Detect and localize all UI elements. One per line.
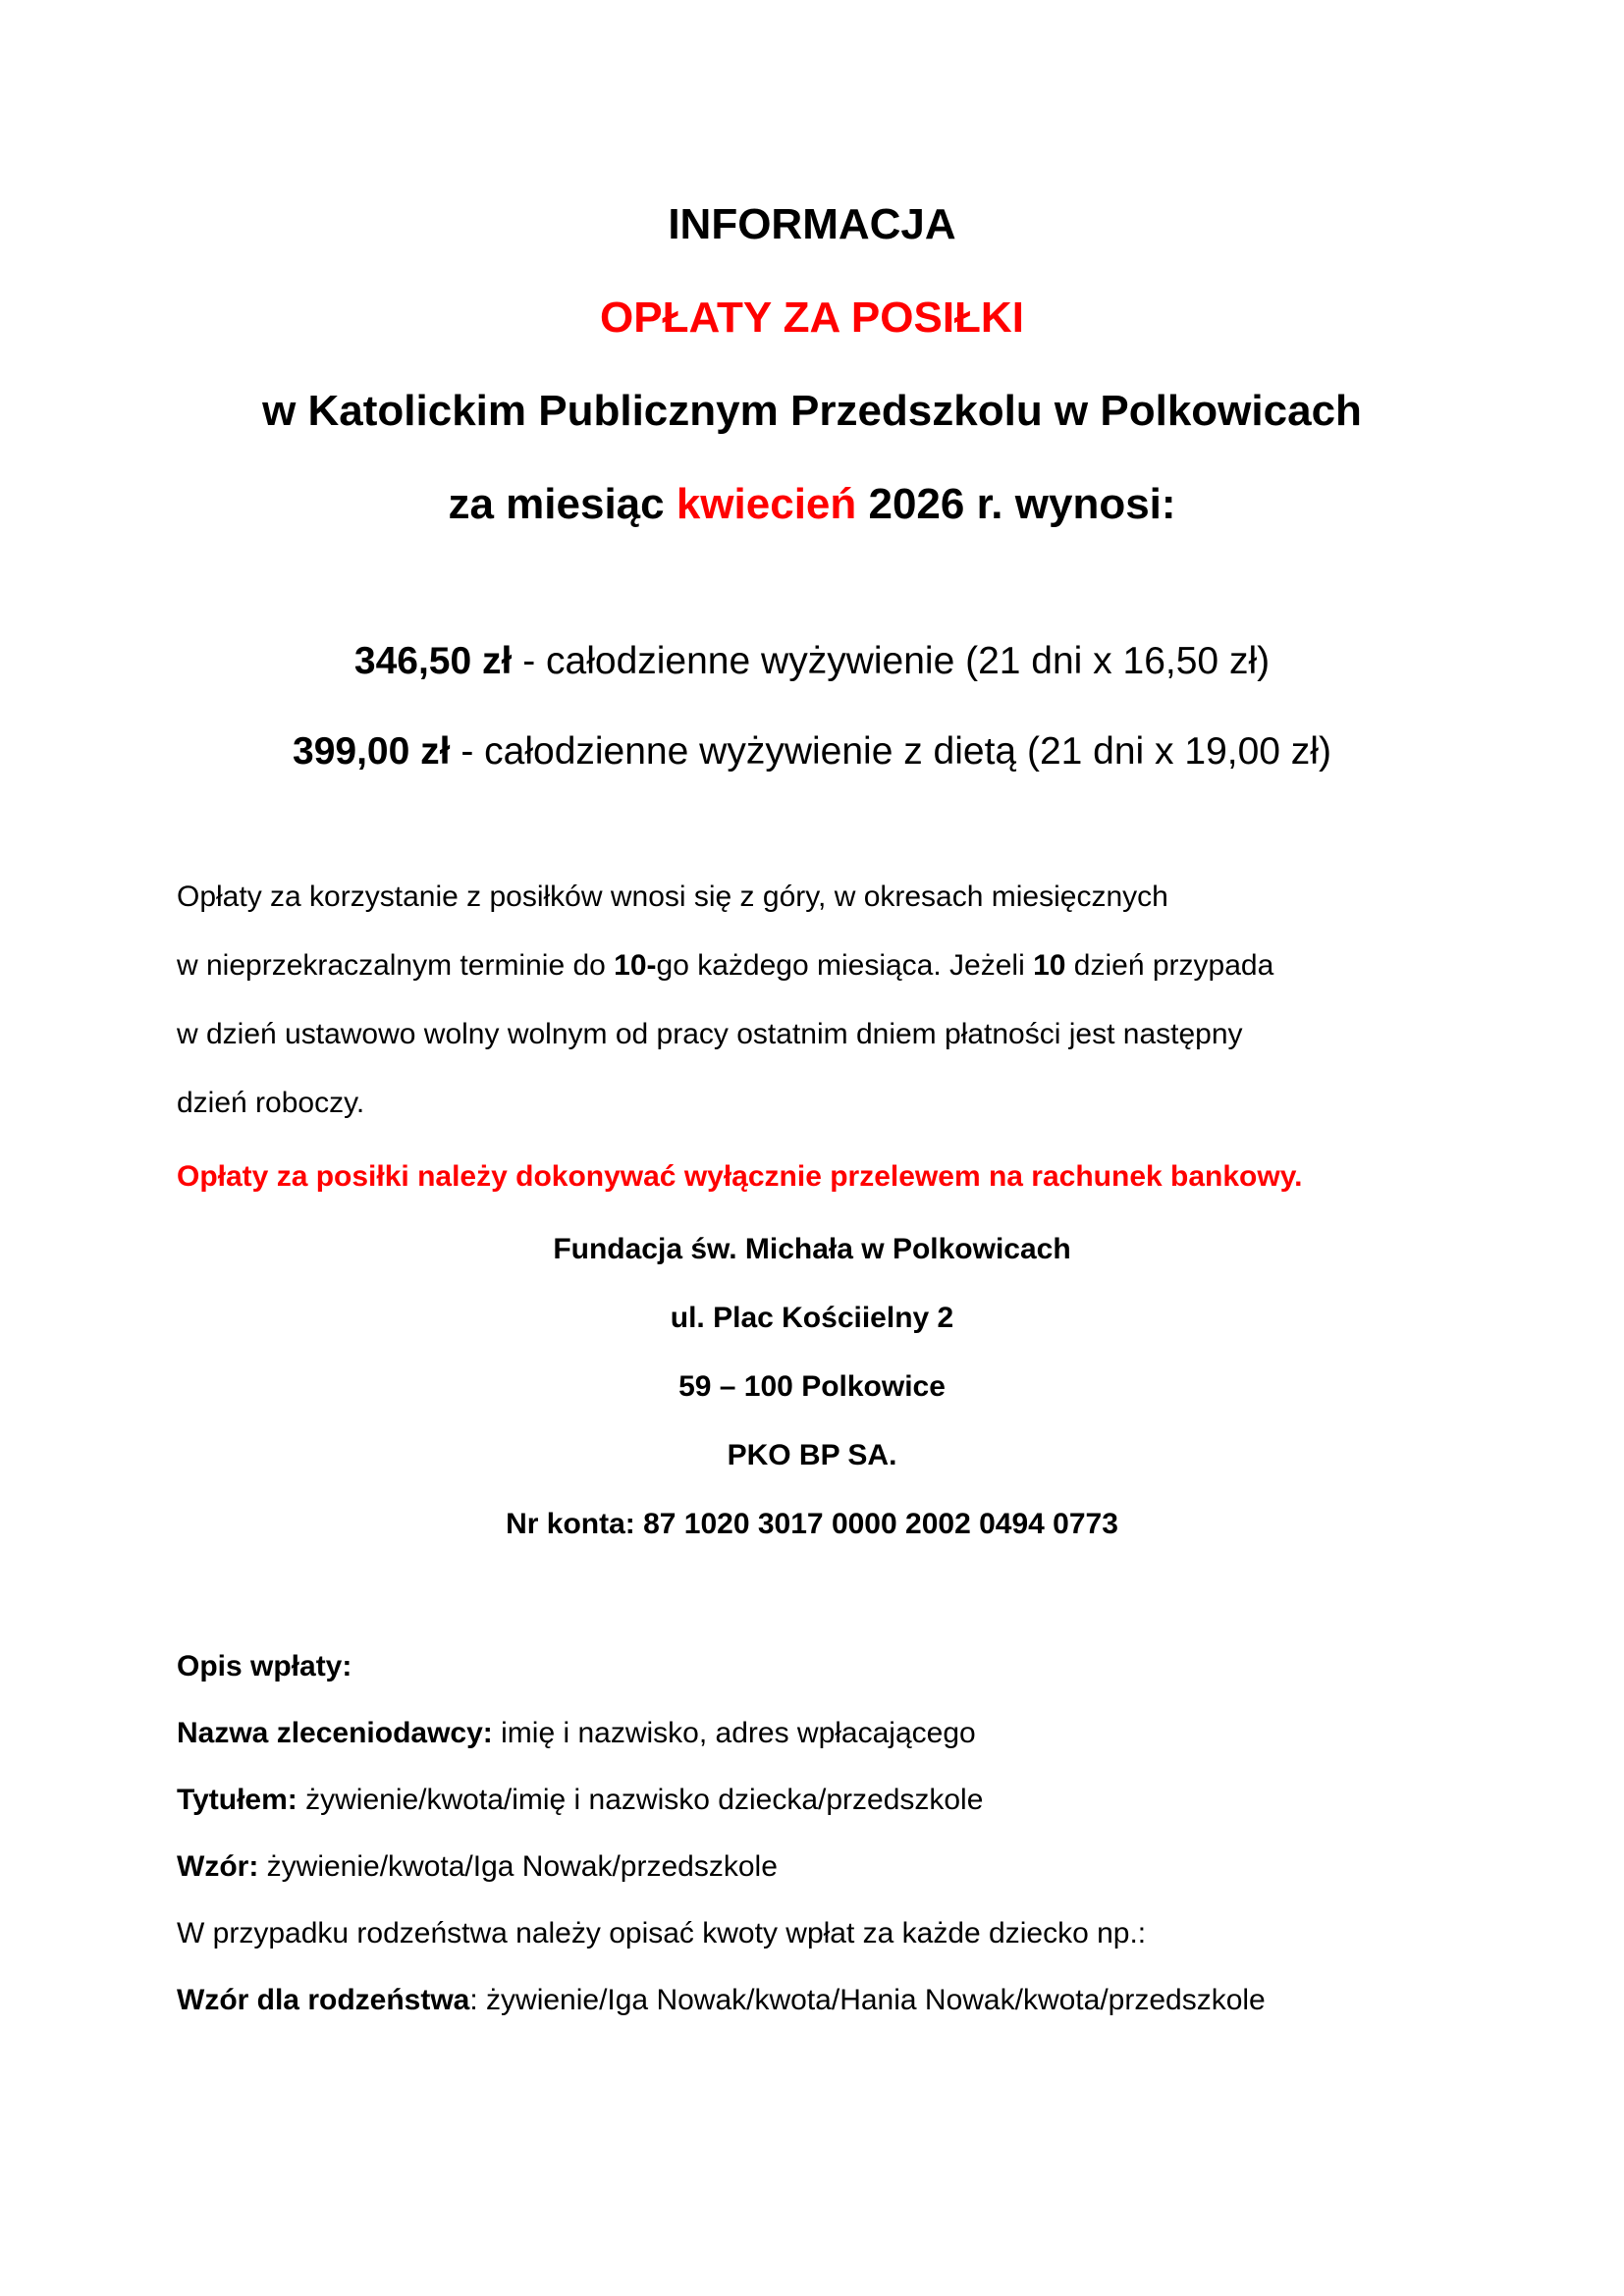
- siblings-note: W przypadku rodzeństwa należy opisać kwoty wpłat za każde dziecko np.:: [177, 1917, 1147, 1949]
- document-content: [177, 0, 1447, 2034]
- text-segment: za miesiąc: [448, 480, 677, 528]
- item-label: Tytułem:: [177, 1784, 298, 1816]
- payment-description-item-sender: [177, 1700, 1447, 1767]
- paragraph-line: [177, 1000, 1447, 1069]
- text-segment: 10-: [614, 949, 657, 982]
- paragraph-line: [177, 1069, 1447, 1138]
- month-highlight: kwiecień: [676, 480, 857, 528]
- heading-institution: w Katolickim Publicznym Przedszkolu w Polkowicach: [262, 387, 1362, 435]
- bank-name: PKO BP SA.: [727, 1439, 897, 1471]
- payment-terms-paragraph: [177, 863, 1447, 1138]
- bank-recipient: Fundacja św. Michała w Polkowicach: [553, 1233, 1071, 1265]
- payment-description-item-title: [177, 1767, 1447, 1834]
- item-label: Wzór:: [177, 1850, 259, 1883]
- payment-description-item-example: [177, 1834, 1447, 1900]
- document-subtitle: OPŁATY ZA POSIŁKI: [600, 294, 1024, 342]
- text-segment: go każdego miesiąca. Jeżeli: [656, 949, 1034, 982]
- item-value: żywienie/kwota/imię i nazwisko dziecka/przedszkole: [297, 1784, 984, 1816]
- bank-details-block: [177, 1215, 1447, 1559]
- price-amount: 399,00 zł: [293, 730, 451, 773]
- transfer-notice: Opłaty za posiłki należy dokonywać wyłącznie przelewem na rachunek bankowy.: [177, 1160, 1303, 1193]
- item-label: Nazwa zleceniodawcy:: [177, 1717, 493, 1749]
- bank-city: 59 – 100 Polkowice: [678, 1370, 946, 1403]
- item-value: żywienie/kwota/Iga Nowak/przedszkole: [258, 1850, 778, 1883]
- bank-street: ul. Plac Kościielny 2: [670, 1302, 954, 1334]
- payment-description-heading: Opis wpłaty:: [177, 1650, 352, 1682]
- item-value: : żywienie/Iga Nowak/kwota/Hania Nowak/kwota/przedszkole: [469, 1984, 1266, 2016]
- text-segment: Opłaty za korzystanie z posiłków wnosi się z góry, w okresach miesięcznych: [177, 881, 1168, 913]
- text-segment: 2026 r. wynosi:: [856, 480, 1176, 528]
- price-description: - całodzienne wyżywienie z dietą (21 dni x 19,00 zł): [450, 730, 1331, 773]
- text-segment: w dzień ustawowo wolny wolnym od pracy ostatnim dniem płatności jest następny: [177, 1018, 1243, 1050]
- text-segment: dzień roboczy.: [177, 1087, 365, 1119]
- item-label: Wzór dla rodzeństwa: [177, 1984, 470, 2016]
- document-title: INFORMACJA: [668, 200, 956, 248]
- document-heading-block: [177, 178, 1447, 551]
- heading-month-line: [177, 457, 1447, 551]
- siblings-example: [177, 1967, 1447, 2034]
- paragraph-line: [177, 932, 1447, 1000]
- price-list: [177, 616, 1447, 797]
- price-line-diet-board: [177, 707, 1447, 797]
- item-value: imię i nazwisko, adres wpłacającego: [492, 1717, 976, 1749]
- paragraph-line: [177, 863, 1447, 932]
- text-segment: w nieprzekraczalnym terminie do: [177, 949, 615, 982]
- price-description: - całodzienne wyżywienie (21 dni x 16,50 zł): [512, 640, 1271, 682]
- price-amount: 346,50 zł: [353, 640, 513, 682]
- payment-description-block: [177, 1633, 1447, 2034]
- bank-account-number: Nr konta: 87 1020 3017 0000 2002 0494 0773: [506, 1508, 1118, 1540]
- price-line-full-board: [177, 616, 1447, 707]
- text-segment: dzień przypada: [1065, 949, 1274, 982]
- text-segment: 10: [1033, 949, 1066, 982]
